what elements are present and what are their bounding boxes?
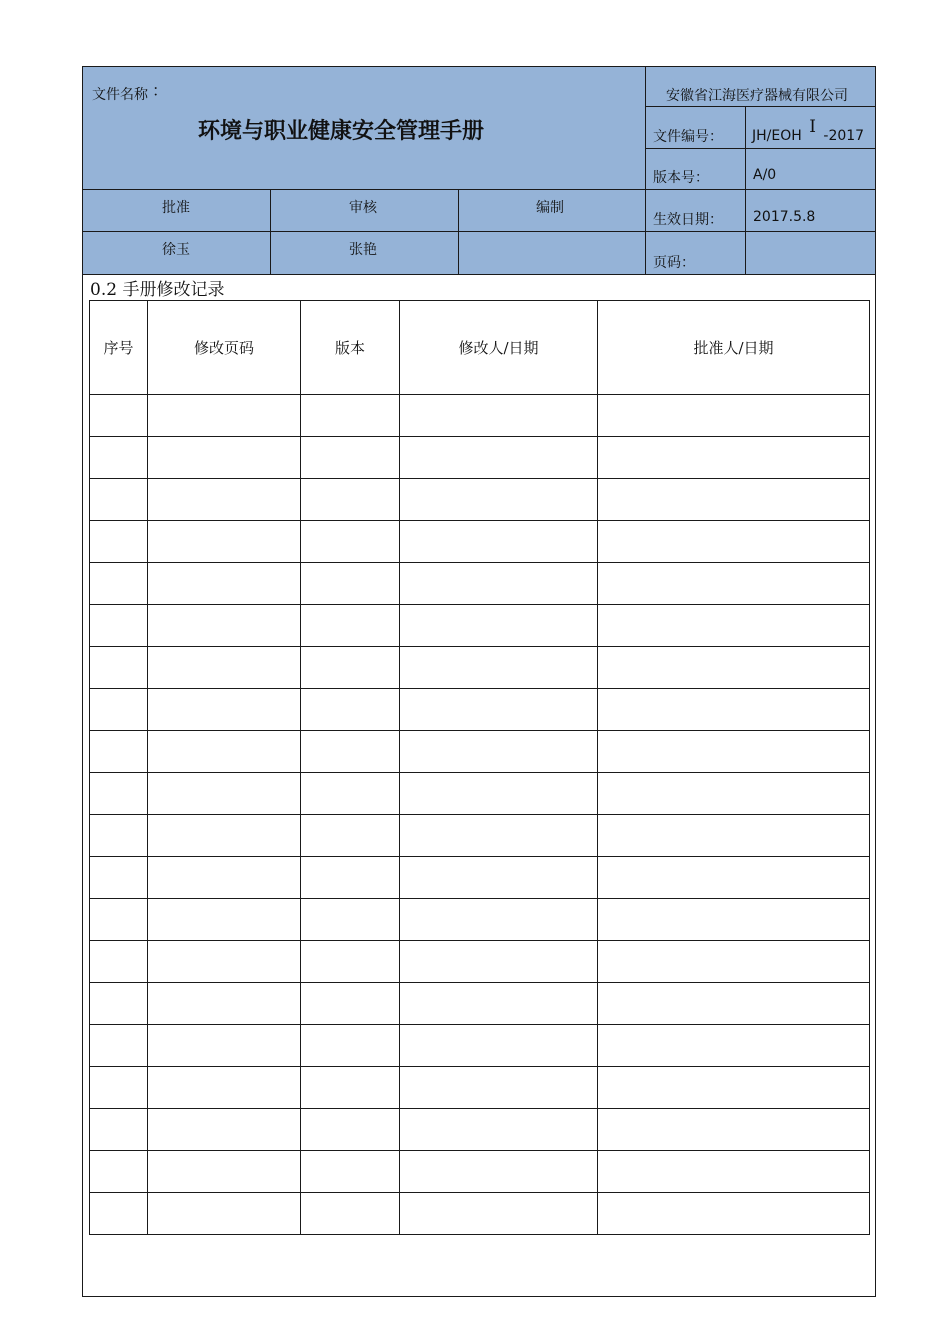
table-cell[interactable] [598, 1193, 870, 1235]
table-cell[interactable] [400, 521, 598, 563]
table-cell[interactable] [90, 1025, 148, 1067]
table-cell[interactable] [148, 1193, 301, 1235]
table-cell[interactable] [148, 563, 301, 605]
table-cell[interactable] [148, 773, 301, 815]
table-cell[interactable] [400, 479, 598, 521]
table-cell[interactable] [598, 437, 870, 479]
file-name-colon: ： [152, 81, 169, 100]
table-cell[interactable] [148, 521, 301, 563]
table-cell[interactable] [148, 689, 301, 731]
table-cell[interactable] [598, 983, 870, 1025]
table-cell[interactable] [598, 563, 870, 605]
table-row [90, 815, 870, 857]
review-label: 审核 [349, 200, 377, 216]
table-row [90, 857, 870, 899]
table-cell[interactable] [301, 1067, 400, 1109]
table-cell[interactable] [301, 395, 400, 437]
table-cell[interactable] [598, 689, 870, 731]
table-cell[interactable] [301, 1109, 400, 1151]
table-row [90, 605, 870, 647]
table-cell[interactable] [400, 563, 598, 605]
table-cell[interactable] [598, 521, 870, 563]
table-cell[interactable] [400, 815, 598, 857]
col-header-page: 修改页码 [148, 301, 301, 395]
table-cell[interactable] [148, 941, 301, 983]
section-title: 0.2 手册修改记录 [90, 280, 225, 300]
table-cell[interactable] [90, 815, 148, 857]
table-cell[interactable] [90, 731, 148, 773]
table-cell[interactable] [90, 1151, 148, 1193]
table-cell[interactable] [90, 983, 148, 1025]
table-row [90, 1193, 870, 1235]
table-cell[interactable] [148, 479, 301, 521]
table-cell[interactable] [400, 899, 598, 941]
table-cell[interactable] [301, 605, 400, 647]
table-cell[interactable] [148, 899, 301, 941]
table-cell[interactable] [90, 941, 148, 983]
col-header-seq: 序号 [90, 301, 148, 395]
table-cell[interactable] [90, 437, 148, 479]
table-cell[interactable] [400, 395, 598, 437]
table-header-row [90, 301, 870, 395]
table-cell[interactable] [400, 1067, 598, 1109]
table-cell[interactable] [90, 1067, 148, 1109]
table-row [90, 521, 870, 563]
table-cell[interactable] [148, 857, 301, 899]
table-cell[interactable] [148, 815, 301, 857]
table-row [90, 1151, 870, 1193]
table-cell[interactable] [148, 731, 301, 773]
table-cell[interactable] [90, 1193, 148, 1235]
table-cell[interactable] [301, 857, 400, 899]
table-cell[interactable] [598, 773, 870, 815]
doc-no-prefix: JH/EOH [752, 128, 802, 144]
col-header-version: 版本 [301, 301, 400, 395]
table-cell[interactable] [301, 1193, 400, 1235]
table-cell[interactable] [90, 1109, 148, 1151]
table-cell[interactable] [90, 563, 148, 605]
table-row [90, 773, 870, 815]
compile-name-cell [458, 231, 646, 275]
table-cell[interactable] [598, 1151, 870, 1193]
table-cell[interactable] [148, 437, 301, 479]
table-cell[interactable] [301, 899, 400, 941]
table-cell[interactable] [301, 1025, 400, 1067]
effective-date-value: 2017.5.8 [753, 209, 816, 225]
table-cell[interactable] [301, 773, 400, 815]
approve-label: 批准 [162, 200, 190, 216]
table-cell[interactable] [598, 1067, 870, 1109]
table-cell[interactable] [598, 479, 870, 521]
table-row [90, 395, 870, 437]
table-cell[interactable] [90, 605, 148, 647]
table-cell[interactable] [148, 1067, 301, 1109]
table-cell[interactable] [400, 605, 598, 647]
compile-label: 编制 [536, 200, 564, 216]
table-cell[interactable] [598, 1109, 870, 1151]
table-row [90, 983, 870, 1025]
doc-no-label: 文件编号： [653, 129, 723, 145]
table-cell[interactable] [400, 689, 598, 731]
table-cell[interactable] [90, 647, 148, 689]
table-cell[interactable] [90, 479, 148, 521]
table-cell[interactable] [301, 983, 400, 1025]
table-cell[interactable] [148, 1025, 301, 1067]
table-cell[interactable] [301, 941, 400, 983]
table-row [90, 479, 870, 521]
table-cell[interactable] [301, 563, 400, 605]
review-name: 张艳 [349, 242, 377, 258]
table-cell[interactable] [148, 983, 301, 1025]
table-cell[interactable] [400, 1109, 598, 1151]
version-label: 版本号： [653, 170, 709, 186]
table-row [90, 689, 870, 731]
table-cell[interactable] [90, 395, 148, 437]
table-cell[interactable] [400, 857, 598, 899]
table-cell[interactable] [400, 731, 598, 773]
table-cell[interactable] [301, 437, 400, 479]
table-cell[interactable] [400, 1193, 598, 1235]
table-cell[interactable] [400, 941, 598, 983]
table-row [90, 941, 870, 983]
table-cell[interactable] [148, 1109, 301, 1151]
effective-date-label: 生效日期： [653, 212, 723, 228]
table-cell[interactable] [301, 731, 400, 773]
table-row [90, 1109, 870, 1151]
table-cell[interactable] [598, 395, 870, 437]
table-row [90, 1067, 870, 1109]
table-cell[interactable] [301, 689, 400, 731]
table-cell[interactable] [598, 605, 870, 647]
table-cell[interactable] [400, 647, 598, 689]
version-value: A/0 [753, 167, 777, 183]
approve-name: 徐玉 [162, 242, 190, 258]
table-cell[interactable] [598, 857, 870, 899]
table-cell[interactable] [400, 773, 598, 815]
table-cell[interactable] [598, 899, 870, 941]
table-cell[interactable] [90, 689, 148, 731]
table-cell[interactable] [301, 815, 400, 857]
table-cell[interactable] [301, 479, 400, 521]
table-row [90, 437, 870, 479]
table-cell[interactable] [400, 983, 598, 1025]
doc-no-value [752, 117, 865, 144]
company-name: 安徽省江海医疗器械有限公司 [666, 88, 848, 104]
table-cell[interactable] [148, 647, 301, 689]
table-cell[interactable] [90, 899, 148, 941]
table-cell[interactable] [400, 437, 598, 479]
table-cell[interactable] [400, 1025, 598, 1067]
table-cell[interactable] [301, 647, 400, 689]
doc-no-suffix: -2017 [823, 128, 865, 144]
table-row [90, 731, 870, 773]
document-title: 环境与职业健康安全管理手册 [198, 119, 485, 144]
col-header-modifier-date: 修改人/日期 [400, 301, 598, 395]
table-cell[interactable] [301, 1151, 400, 1193]
table-cell[interactable] [598, 941, 870, 983]
table-cell[interactable] [598, 647, 870, 689]
file-name-label: 文件名称 [92, 87, 148, 103]
page-label: 页码： [653, 255, 695, 271]
page-value-cell [745, 231, 876, 275]
table-cell[interactable] [148, 605, 301, 647]
table-cell[interactable] [400, 1151, 598, 1193]
table-cell[interactable] [598, 731, 870, 773]
table-cell[interactable] [148, 1151, 301, 1193]
table-cell[interactable] [598, 815, 870, 857]
table-cell[interactable] [598, 1025, 870, 1067]
table-row [90, 899, 870, 941]
doc-no-roman: Ⅰ [809, 117, 816, 137]
table-row [90, 647, 870, 689]
table-cell[interactable] [148, 395, 301, 437]
col-header-approver-date: 批准人/日期 [598, 301, 870, 395]
table-cell[interactable] [90, 857, 148, 899]
table-cell[interactable] [90, 773, 148, 815]
table-row [90, 1025, 870, 1067]
table-cell[interactable] [301, 521, 400, 563]
table-row [90, 563, 870, 605]
table-cell[interactable] [90, 521, 148, 563]
revision-record-table [89, 300, 870, 1235]
